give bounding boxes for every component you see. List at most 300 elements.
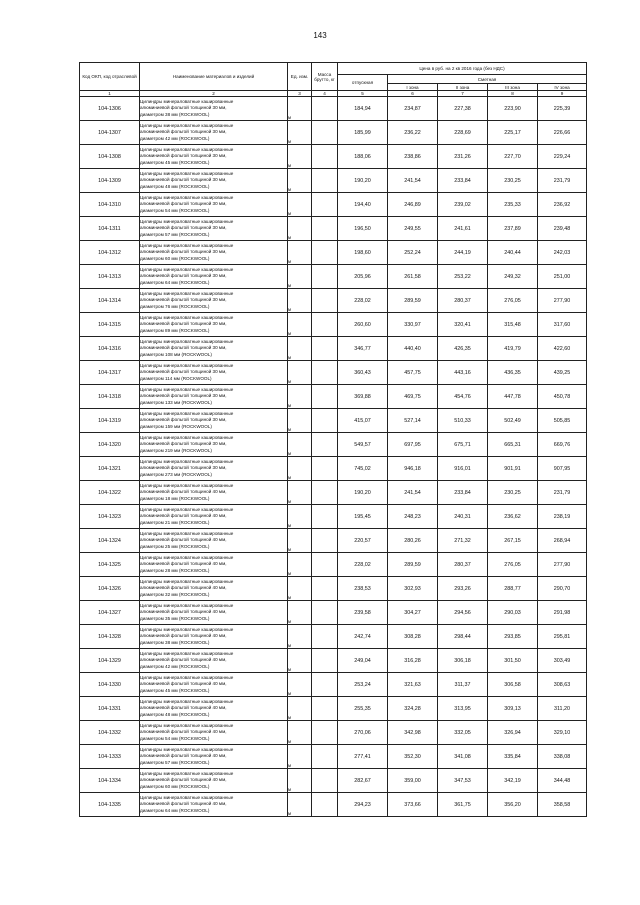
column-number: 8 (488, 91, 538, 97)
item-name-line: алюминиевой фольгой толщиной 40 мм, (140, 753, 227, 759)
item-mass (312, 577, 338, 601)
item-name (140, 457, 288, 481)
item-name (140, 433, 288, 457)
item-name (140, 241, 288, 265)
item-name-line: Цилиндры минераловатные кашированные (140, 266, 234, 272)
zone-3-price: 225,17 (488, 121, 538, 145)
zone-1-price: 946,18 (388, 457, 438, 481)
release-price: 190,20 (338, 481, 388, 505)
item-name-line: диаметром 28 мм (ROCKWOOL) (140, 567, 210, 573)
item-code: 104-1316 (80, 337, 140, 361)
item-unit: м (288, 145, 312, 169)
zone-4-price: 505,85 (538, 409, 587, 433)
item-name-line: диаметром 64 мм (ROCKWOOL) (140, 279, 210, 285)
zone-1-price: 330,97 (388, 313, 438, 337)
item-code: 104-1323 (80, 505, 140, 529)
zone-1-price: 373,66 (388, 793, 438, 817)
item-name (140, 97, 288, 121)
table-row (80, 793, 587, 817)
table-row (80, 721, 587, 745)
zone-2-price: 306,18 (438, 649, 488, 673)
item-name-line: диаметром 89 мм (ROCKWOOL) (140, 327, 210, 333)
zone-4-price: 317,60 (538, 313, 587, 337)
table-row (80, 601, 587, 625)
zone-2-price: 227,38 (438, 97, 488, 121)
item-name-line: диаметром 42 мм (ROCKWOOL) (140, 135, 210, 141)
release-price: 249,04 (338, 649, 388, 673)
zone-4-price: 295,81 (538, 625, 587, 649)
table-row (80, 241, 587, 265)
header-mass: Масса брутто, кг (312, 63, 338, 91)
zone-3-price: 236,62 (488, 505, 538, 529)
zone-2-price: 454,76 (438, 385, 488, 409)
item-name-line: диаметром 54 мм (ROCKWOOL) (140, 735, 210, 741)
item-code: 104-1334 (80, 769, 140, 793)
zone-3-price: 335,84 (488, 745, 538, 769)
item-unit: м (288, 625, 312, 649)
release-price: 228,02 (338, 553, 388, 577)
zone-4-price: 226,66 (538, 121, 587, 145)
item-name-line: Цилиндры минераловатные кашированные (140, 314, 234, 320)
item-name-line: алюминиевой фольгой толщиной 40 мм, (140, 705, 227, 711)
item-name-line: алюминиевой фольгой толщиной 40 мм, (140, 585, 227, 591)
release-price: 196,50 (338, 217, 388, 241)
item-name-line: Цилиндры минераловатные кашированные (140, 386, 234, 392)
header-zone-3: III зона (488, 84, 538, 91)
item-name-line: Цилиндры минераловатные кашированные (140, 338, 234, 344)
item-mass (312, 553, 338, 577)
zone-4-price: 242,03 (538, 241, 587, 265)
item-mass (312, 265, 338, 289)
item-name-line: алюминиевой фольгой толщиной 40 мм, (140, 681, 227, 687)
zone-1-price: 249,55 (388, 217, 438, 241)
item-name-line: Цилиндры минераловатные кашированные (140, 482, 234, 488)
zone-2-price: 244,19 (438, 241, 488, 265)
table-row (80, 265, 587, 289)
header-name: Наименование материалов и изделий (140, 63, 288, 91)
zone-1-price: 469,75 (388, 385, 438, 409)
zone-3-price: 267,15 (488, 529, 538, 553)
table-row (80, 97, 587, 121)
column-number: 6 (388, 91, 438, 97)
zone-3-price: 419,79 (488, 337, 538, 361)
zone-1-price: 308,28 (388, 625, 438, 649)
item-name-line: диаметром 60 мм (ROCKWOOL) (140, 783, 210, 789)
zone-4-price: 422,60 (538, 337, 587, 361)
item-unit: м (288, 769, 312, 793)
zone-1-price: 252,24 (388, 241, 438, 265)
item-name-line: диаметром 76 мм (ROCKWOOL) (140, 303, 210, 309)
zone-3-price: 276,05 (488, 289, 538, 313)
item-name-line: диаметром 25 мм (ROCKWOOL) (140, 543, 210, 549)
table-row (80, 553, 587, 577)
item-mass (312, 313, 338, 337)
item-name (140, 577, 288, 601)
table-row (80, 361, 587, 385)
release-price: 282,67 (338, 769, 388, 793)
table-row (80, 337, 587, 361)
price-table (79, 62, 587, 817)
item-name-line: Цилиндры минераловатные кашированные (140, 554, 234, 560)
table-row (80, 193, 587, 217)
item-name (140, 793, 288, 817)
item-name (140, 385, 288, 409)
zone-2-price: 240,31 (438, 505, 488, 529)
item-name-line: диаметром 57 мм (ROCKWOOL) (140, 231, 210, 237)
item-name-line: Цилиндры минераловатные кашированные (140, 362, 234, 368)
item-name (140, 745, 288, 769)
item-unit: м (288, 745, 312, 769)
item-code: 104-1311 (80, 217, 140, 241)
item-name (140, 505, 288, 529)
zone-1-price: 289,59 (388, 289, 438, 313)
zone-1-price: 304,27 (388, 601, 438, 625)
column-number: 1 (80, 91, 140, 97)
zone-2-price: 280,37 (438, 289, 488, 313)
item-name-line: алюминиевой фольгой толщиной 30 мм, (140, 297, 227, 303)
item-name-line: алюминиевой фольгой толщиной 30 мм, (140, 273, 227, 279)
item-code: 104-1318 (80, 385, 140, 409)
zone-2-price: 228,69 (438, 121, 488, 145)
item-mass (312, 385, 338, 409)
item-mass (312, 97, 338, 121)
zone-2-price: 239,02 (438, 193, 488, 217)
page-number: 143 (313, 31, 327, 40)
item-unit: м (288, 193, 312, 217)
release-price: 239,58 (338, 601, 388, 625)
zone-2-price: 426,35 (438, 337, 488, 361)
zone-4-price: 907,95 (538, 457, 587, 481)
table-row (80, 673, 587, 697)
item-name-line: диаметром 273 мм (ROCKWOOL) (140, 471, 212, 477)
item-name-line: Цилиндры минераловатные кашированные (140, 218, 234, 224)
item-name (140, 193, 288, 217)
item-name-line: Цилиндры минераловатные кашированные (140, 698, 234, 704)
item-unit: м (288, 481, 312, 505)
item-name-line: Цилиндры минераловатные кашированные (140, 98, 234, 104)
item-name-line: алюминиевой фольгой толщиной 40 мм, (140, 633, 227, 639)
item-mass (312, 193, 338, 217)
zone-4-price: 450,78 (538, 385, 587, 409)
zone-3-price: 237,89 (488, 217, 538, 241)
item-name-line: диаметром 45 мм (ROCKWOOL) (140, 687, 210, 693)
zone-2-price: 298,44 (438, 625, 488, 649)
item-name-line: диаметром 219 мм (ROCKWOOL) (140, 447, 212, 453)
item-name-line: алюминиевой фольгой толщиной 30 мм, (140, 441, 227, 447)
header-zone-1: I зона (388, 84, 438, 91)
release-price: 195,45 (338, 505, 388, 529)
zone-1-price: 316,28 (388, 649, 438, 673)
item-name (140, 625, 288, 649)
release-price: 346,77 (338, 337, 388, 361)
release-price: 205,96 (338, 265, 388, 289)
item-code: 104-1306 (80, 97, 140, 121)
header-zone-2: II зона (438, 84, 488, 91)
zone-1-price: 261,58 (388, 265, 438, 289)
item-name (140, 529, 288, 553)
item-unit: м (288, 409, 312, 433)
item-name-line: Цилиндры минераловатные кашированные (140, 170, 234, 176)
zone-2-price: 361,75 (438, 793, 488, 817)
item-name-line: алюминиевой фольгой толщиной 30 мм, (140, 153, 227, 159)
release-price: 255,35 (338, 697, 388, 721)
zone-4-price: 290,70 (538, 577, 587, 601)
item-name-line: Цилиндры минераловатные кашированные (140, 794, 234, 800)
header-estimate: Сметная (388, 75, 587, 84)
zone-1-price: 246,89 (388, 193, 438, 217)
release-price: 194,40 (338, 193, 388, 217)
zone-1-price: 697,95 (388, 433, 438, 457)
item-name-line: алюминиевой фольгой толщиной 30 мм, (140, 201, 227, 207)
item-code: 104-1321 (80, 457, 140, 481)
item-unit: м (288, 313, 312, 337)
item-name-line: алюминиевой фольгой толщиной 40 мм, (140, 513, 227, 519)
item-unit: м (288, 121, 312, 145)
table-row (80, 289, 587, 313)
item-unit: м (288, 385, 312, 409)
item-name-line: алюминиевой фольгой толщиной 40 мм, (140, 777, 227, 783)
zone-2-price: 332,05 (438, 721, 488, 745)
zone-4-price: 308,63 (538, 673, 587, 697)
zone-1-price: 359,00 (388, 769, 438, 793)
item-code: 104-1310 (80, 193, 140, 217)
zone-4-price: 231,79 (538, 169, 587, 193)
item-unit: м (288, 601, 312, 625)
zone-2-price: 280,37 (438, 553, 488, 577)
item-code: 104-1313 (80, 265, 140, 289)
zone-3-price: 436,35 (488, 361, 538, 385)
zone-1-price: 238,86 (388, 145, 438, 169)
zone-2-price: 320,41 (438, 313, 488, 337)
item-code: 104-1333 (80, 745, 140, 769)
zone-1-price: 241,54 (388, 481, 438, 505)
zone-4-price: 358,58 (538, 793, 587, 817)
zone-2-price: 233,84 (438, 481, 488, 505)
zone-3-price: 290,03 (488, 601, 538, 625)
item-unit: м (288, 217, 312, 241)
item-name-line: алюминиевой фольгой толщиной 30 мм, (140, 369, 227, 375)
item-mass (312, 625, 338, 649)
item-name-line: диаметром 60 мм (ROCKWOOL) (140, 255, 210, 261)
zone-4-price: 311,20 (538, 697, 587, 721)
item-name-line: диаметром 54 мм (ROCKWOOL) (140, 207, 210, 213)
zone-3-price: 502,49 (488, 409, 538, 433)
zone-2-price: 675,71 (438, 433, 488, 457)
item-mass (312, 697, 338, 721)
item-name-line: Цилиндры минераловатные кашированные (140, 626, 234, 632)
item-mass (312, 457, 338, 481)
item-name-line: диаметром 48 мм (ROCKWOOL) (140, 183, 210, 189)
zone-4-price: 251,00 (538, 265, 587, 289)
item-code: 104-1326 (80, 577, 140, 601)
item-name-line: алюминиевой фольгой толщиной 30 мм, (140, 465, 227, 471)
table-row (80, 649, 587, 673)
zone-4-price: 344,48 (538, 769, 587, 793)
item-name-line: Цилиндры минераловатные кашированные (140, 530, 234, 536)
release-price: 260,60 (338, 313, 388, 337)
item-unit: м (288, 721, 312, 745)
zone-3-price: 276,05 (488, 553, 538, 577)
zone-3-price: 227,70 (488, 145, 538, 169)
zone-1-price: 234,87 (388, 97, 438, 121)
item-name-line: диаметром 57 мм (ROCKWOOL) (140, 759, 210, 765)
zone-2-price: 231,26 (438, 145, 488, 169)
item-name-line: диаметром 32 мм (ROCKWOOL) (140, 591, 210, 597)
item-name-line: Цилиндры минераловатные кашированные (140, 290, 234, 296)
item-name-line: алюминиевой фольгой толщиной 30 мм, (140, 105, 227, 111)
item-code: 104-1327 (80, 601, 140, 625)
header-release-price: отпускная (338, 75, 388, 91)
zone-2-price: 233,84 (438, 169, 488, 193)
item-code: 104-1309 (80, 169, 140, 193)
zone-1-price: 280,26 (388, 529, 438, 553)
item-name (140, 121, 288, 145)
item-name (140, 553, 288, 577)
item-name-line: алюминиевой фольгой толщиной 30 мм, (140, 249, 227, 255)
item-name-line: Цилиндры минераловатные кашированные (140, 650, 234, 656)
zone-2-price: 341,08 (438, 745, 488, 769)
release-price: 253,24 (338, 673, 388, 697)
item-mass (312, 289, 338, 313)
release-price: 188,06 (338, 145, 388, 169)
item-name-line: диаметром 48 мм (ROCKWOOL) (140, 711, 210, 717)
item-unit: м (288, 241, 312, 265)
item-code: 104-1325 (80, 553, 140, 577)
item-name-line: Цилиндры минераловатные кашированные (140, 122, 234, 128)
zone-2-price: 293,26 (438, 577, 488, 601)
item-unit: м (288, 337, 312, 361)
zone-3-price: 306,58 (488, 673, 538, 697)
item-name-line: диаметром 18 мм (ROCKWOOL) (140, 495, 210, 501)
release-price: 238,53 (338, 577, 388, 601)
item-name-line: алюминиевой фольгой толщиной 30 мм, (140, 393, 227, 399)
release-price: 190,20 (338, 169, 388, 193)
zone-2-price: 313,95 (438, 697, 488, 721)
item-name (140, 673, 288, 697)
item-name-line: алюминиевой фольгой толщиной 40 мм, (140, 537, 227, 543)
item-code: 104-1322 (80, 481, 140, 505)
item-unit: м (288, 673, 312, 697)
item-unit: м (288, 697, 312, 721)
release-price: 745,02 (338, 457, 388, 481)
item-name-line: диаметром 108 мм (ROCKWOOL) (140, 351, 212, 357)
zone-4-price: 238,19 (538, 505, 587, 529)
item-mass (312, 793, 338, 817)
item-unit: м (288, 265, 312, 289)
item-name-line: Цилиндры минераловатные кашированные (140, 746, 234, 752)
zone-3-price: 301,50 (488, 649, 538, 673)
table-row (80, 745, 587, 769)
zone-4-price: 291,98 (538, 601, 587, 625)
zone-3-price: 447,78 (488, 385, 538, 409)
release-price: 185,99 (338, 121, 388, 145)
item-mass (312, 529, 338, 553)
item-name-line: Цилиндры минераловатные кашированные (140, 506, 234, 512)
item-code: 104-1329 (80, 649, 140, 673)
zone-2-price: 294,56 (438, 601, 488, 625)
item-name-line: алюминиевой фольгой толщиной 40 мм, (140, 729, 227, 735)
item-unit: м (288, 433, 312, 457)
item-name-line: алюминиевой фольгой толщиной 40 мм, (140, 489, 227, 495)
item-unit: м (288, 553, 312, 577)
zone-3-price: 309,13 (488, 697, 538, 721)
column-number: 3 (288, 91, 312, 97)
zone-3-price: 901,91 (488, 457, 538, 481)
zone-2-price: 510,33 (438, 409, 488, 433)
header-code: Код ОКП, код отраслевой (80, 63, 140, 91)
item-unit: м (288, 97, 312, 121)
column-number: 4 (312, 91, 338, 97)
zone-1-price: 302,93 (388, 577, 438, 601)
zone-4-price: 277,90 (538, 553, 587, 577)
zone-1-price: 236,22 (388, 121, 438, 145)
zone-1-price: 324,28 (388, 697, 438, 721)
item-unit: м (288, 793, 312, 817)
column-number: 9 (538, 91, 587, 97)
item-unit: м (288, 289, 312, 313)
item-mass (312, 769, 338, 793)
zone-3-price: 249,32 (488, 265, 538, 289)
release-price: 277,41 (338, 745, 388, 769)
release-price: 294,23 (338, 793, 388, 817)
zone-2-price: 443,16 (438, 361, 488, 385)
column-number: 7 (438, 91, 488, 97)
zone-1-price: 342,98 (388, 721, 438, 745)
zone-3-price: 223,90 (488, 97, 538, 121)
table-row (80, 697, 587, 721)
item-code: 104-1312 (80, 241, 140, 265)
item-code: 104-1307 (80, 121, 140, 145)
zone-4-price: 329,10 (538, 721, 587, 745)
table-row (80, 505, 587, 529)
column-number: 2 (140, 91, 288, 97)
item-code: 104-1315 (80, 313, 140, 337)
zone-4-price: 669,76 (538, 433, 587, 457)
release-price: 369,88 (338, 385, 388, 409)
item-code: 104-1317 (80, 361, 140, 385)
zone-3-price: 235,33 (488, 193, 538, 217)
zone-4-price: 239,48 (538, 217, 587, 241)
release-price: 198,60 (338, 241, 388, 265)
table-row (80, 217, 587, 241)
item-name-line: алюминиевой фольгой толщиной 40 мм, (140, 561, 227, 567)
item-mass (312, 121, 338, 145)
table-row (80, 169, 587, 193)
table-body (80, 97, 587, 817)
item-name-line: диаметром 38 мм (ROCKWOOL) (140, 639, 210, 645)
release-price: 184,94 (338, 97, 388, 121)
table-row (80, 409, 587, 433)
item-unit: м (288, 457, 312, 481)
zone-1-price: 321,63 (388, 673, 438, 697)
item-name (140, 649, 288, 673)
item-mass (312, 337, 338, 361)
zone-2-price: 271,32 (438, 529, 488, 553)
zone-3-price: 326,94 (488, 721, 538, 745)
table-row (80, 769, 587, 793)
item-name (140, 409, 288, 433)
item-name-line: диаметром 159 мм (ROCKWOOL) (140, 423, 212, 429)
item-mass (312, 241, 338, 265)
header-price-group: Цена в руб. на 2 кв 2016 года (без НДС) (338, 63, 587, 75)
item-code: 104-1314 (80, 289, 140, 313)
item-name-line: алюминиевой фольгой толщиной 30 мм, (140, 225, 227, 231)
table-row (80, 145, 587, 169)
item-mass (312, 721, 338, 745)
release-price: 415,07 (338, 409, 388, 433)
zone-4-price: 236,92 (538, 193, 587, 217)
item-name-line: Цилиндры минераловатные кашированные (140, 146, 234, 152)
